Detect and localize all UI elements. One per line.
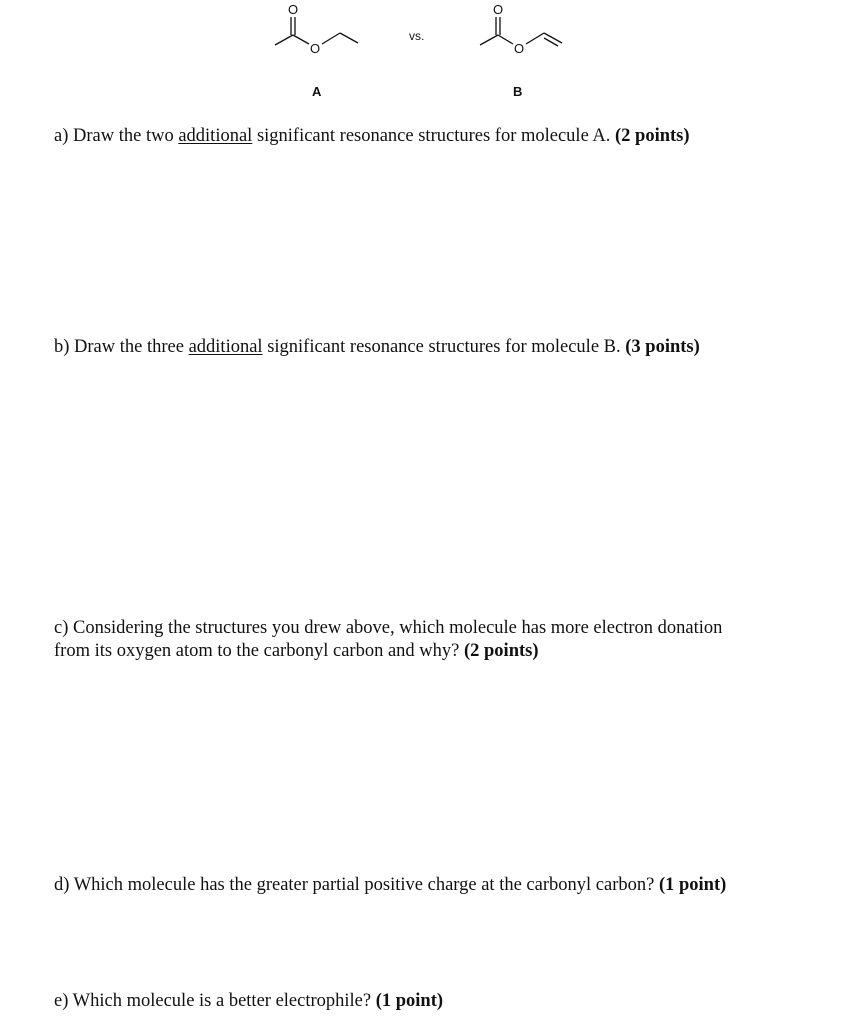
question-c-text: c) Considering the structures you drew above, which molecule has more electron donation from its oxygen atom to the carbonyl carbon and why? — [54, 618, 723, 661]
question-b — [54, 336, 784, 359]
question-d-text: d) Which molecule has the greater partial positive charge at the carbonyl carbon? — [54, 875, 659, 895]
molecule-b-carbonyl-oxygen: O — [493, 2, 504, 17]
bond-a-ch2-ch3 — [340, 33, 358, 43]
molecule-a-structure — [275, 2, 358, 99]
question-d-points: (1 point) — [658, 875, 727, 895]
molecule-a-carbonyl-oxygen: O — [288, 2, 299, 17]
molecule-comparison-figure — [0, 0, 855, 110]
question-c — [54, 617, 734, 663]
bond-a-carbonyl-ester — [293, 35, 309, 44]
question-a-underlined: additional — [178, 126, 253, 146]
bond-b-oxygen-ch — [526, 33, 544, 44]
question-b-suffix: significant resonance structures for molecule B. — [262, 337, 626, 357]
bond-b-methyl-carbonyl — [480, 35, 498, 45]
question-b-prefix: b) Draw the three — [54, 337, 189, 357]
question-b-points: (3 points) — [625, 337, 700, 357]
question-d — [54, 874, 754, 897]
question-c-points: (2 points) — [463, 641, 539, 661]
bond-a-oxygen-ch2 — [322, 33, 340, 44]
bond-b-vinyl-double-1 — [544, 33, 562, 43]
question-a-points: (2 points) — [615, 126, 690, 146]
molecule-b-label: B — [513, 84, 523, 99]
bond-a-methyl-carbonyl — [275, 35, 293, 45]
vs-label: vs. — [409, 29, 425, 43]
question-e — [54, 990, 784, 1013]
question-b-underlined: additional — [188, 337, 263, 357]
question-a-suffix: significant resonance structures for molecule A. — [252, 126, 615, 146]
bond-b-carbonyl-ester — [498, 35, 513, 44]
question-a-prefix: a) Draw the two — [54, 126, 179, 146]
question-e-points: (1 point) — [375, 991, 444, 1011]
molecule-b-structure — [480, 2, 562, 99]
question-e-text: e) Which molecule is a better electrophile? — [54, 991, 376, 1011]
molecule-a-ester-oxygen: O — [310, 41, 321, 56]
molecule-b-ester-oxygen: O — [514, 41, 525, 56]
molecule-a-label: A — [312, 84, 322, 99]
question-a — [54, 125, 784, 148]
